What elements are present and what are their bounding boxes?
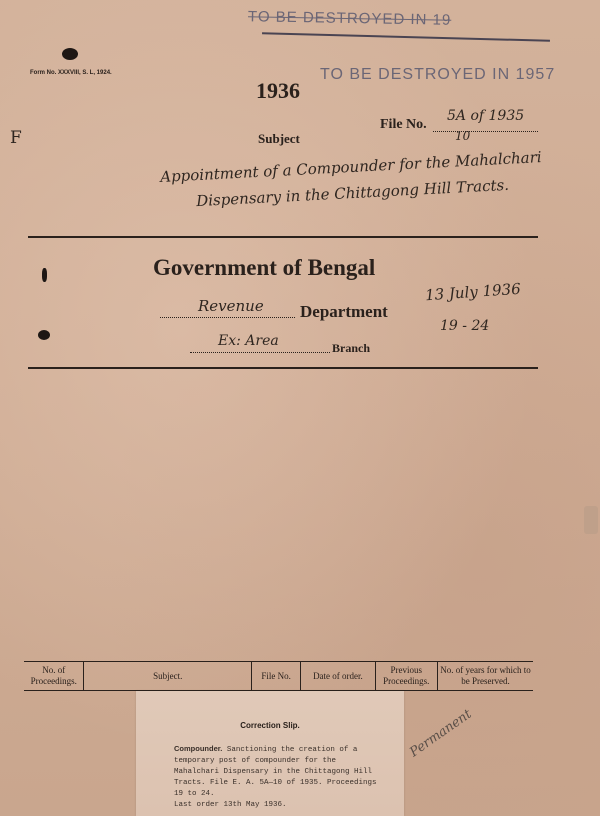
margin-note-bottom: Permanent <box>407 706 475 761</box>
col-file-no: File No. <box>252 662 301 691</box>
department-label: Department <box>300 302 388 321</box>
department-value: Revenue <box>198 297 264 315</box>
file-no-line <box>433 131 538 132</box>
proceedings-table <box>24 661 533 691</box>
correction-slip-title: Correction Slip. <box>240 721 300 730</box>
divider-bottom <box>28 367 538 369</box>
correction-slip-text: Sanctioning the creation of a temporary post of compounder for the Mahalchari Dispensary in the Chittagong Hill Tracts. File E. A. 5A—10 of 1935. Proceedings 19 to 24. <box>174 746 377 798</box>
punch-hole <box>584 506 598 534</box>
government-title: Government of Bengal <box>153 255 376 280</box>
ink-stain-top <box>62 48 78 60</box>
subject-label: Subject <box>258 131 300 146</box>
ink-stain-left-small <box>42 268 47 282</box>
col-proceedings-no: No. of Proceedings. <box>24 662 84 691</box>
branch-line <box>190 352 330 353</box>
handwritten-proceedings: 19 - 24 <box>440 318 490 334</box>
stamp-strike-line <box>262 32 550 42</box>
file-no-value: 5A of 1935 <box>447 108 525 124</box>
subject-handwritten-line2: Dispensary in the Chittagong Hill Tracts. <box>195 175 510 211</box>
correction-slip-body <box>174 743 384 800</box>
destroy-stamp-new: TO BE DESTROYED IN 1957 <box>320 66 556 83</box>
correction-slip-last-order: Last order 13th May 1936. <box>174 801 287 809</box>
col-years-preserved: No. of years for which to be Preserved. <box>437 662 533 691</box>
correction-slip-keyword: Compounder. <box>174 744 223 753</box>
branch-label: Branch <box>332 341 371 355</box>
handwritten-date: 13 July 1936 <box>424 279 522 305</box>
divider-top <box>28 236 538 238</box>
correction-slip <box>136 691 404 816</box>
subject-handwritten-line1: Appointment of a Compounder for the Mahalchari <box>159 148 543 186</box>
ink-stain-left <box>38 330 50 340</box>
destroy-stamp-old: TO BE DESTROYED IN 19 <box>247 8 452 29</box>
col-subject: Subject. <box>84 662 252 691</box>
form-number: Form No. XXXVIII, S. L, 1924. <box>30 70 112 76</box>
file-year: 1936 <box>256 78 300 103</box>
col-previous-proceedings: Previous Proceedings. <box>375 662 437 691</box>
file-no-label: File No. <box>380 117 427 132</box>
file-no-fraction: 10 <box>455 129 471 143</box>
branch-value: Ex: Area <box>218 333 279 349</box>
department-line <box>160 317 295 318</box>
col-date-of-order: Date of order. <box>301 662 375 691</box>
proceedings-header-row <box>24 662 533 691</box>
margin-letter: F <box>10 128 22 148</box>
